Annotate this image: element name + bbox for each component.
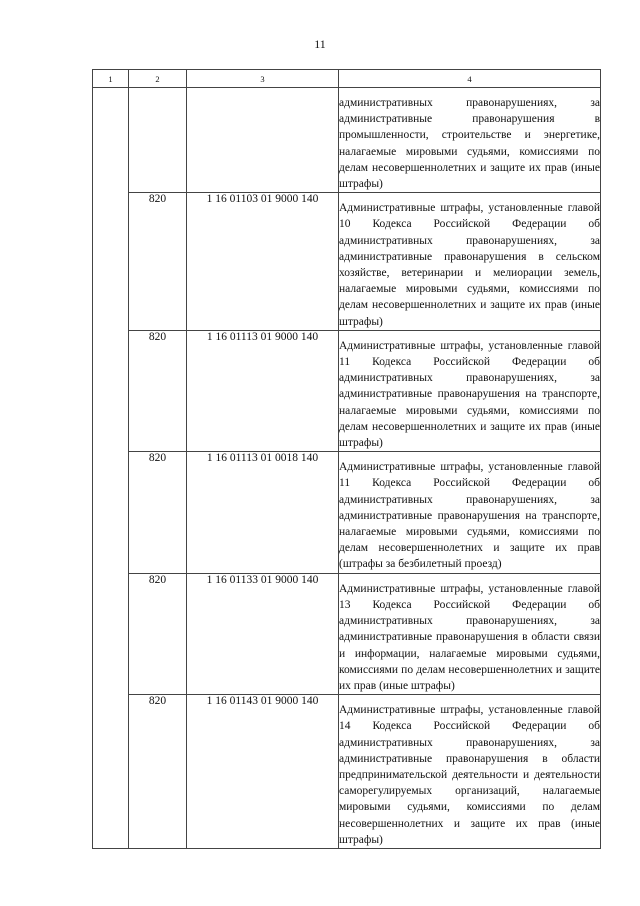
description-cell: Административные штрафы, установленные главой 14 Кодекса Российской Федерации об административных правонарушениях, за административные правонарушения в области предпринимательской деятельности и деятельности саморегулируемых организаций, налагаемые мировыми судьями, комиссиями по делам несовершеннолетних и защите их прав (иные штрафы) [339,695,601,849]
description-cell: Административные штрафы, установленные главой 13 Кодекса Российской Федерации об административных правонарушениях, за административные правонарушения в области связи и информации, налагаемые мировыми судьями, комиссиями по делам несовершеннолетних и защите их прав (иные штрафы) [339,573,601,694]
admin-code-cell: 820 [129,573,187,694]
column-number-2: 2 [129,70,187,88]
revenue-codes-table [92,69,601,849]
admin-code-cell: 820 [129,695,187,849]
revenue-code-cell: 1 16 01113 01 0018 140 [187,452,339,573]
column-number-1: 1 [93,70,129,88]
description-cell: Административные штрафы, установленные главой 11 Кодекса Российской Федерации об административных правонарушениях, за административные правонарушения на транспорте, налагаемые мировыми судьями, комиссиями по делам несовершеннолетних и защите их прав (штрафы за безбилетный проезд) [339,452,601,573]
table-row [93,330,601,451]
admin-code-cell: 820 [129,452,187,573]
table-row [93,573,601,694]
table-row [93,452,601,573]
table-row [93,695,601,849]
admin-code-cell: 820 [129,330,187,451]
revenue-code-cell: 1 16 01143 01 9000 140 [187,695,339,849]
page-number: 11 [314,37,326,51]
column-number-3: 3 [187,70,339,88]
admin-code-cell: 820 [129,193,187,331]
revenue-code-cell: 1 16 01103 01 9000 140 [187,193,339,331]
description-cell: Административные штрафы, установленные главой 11 Кодекса Российской Федерации об административных правонарушениях, за административные правонарушения на транспорте, налагаемые мировыми судьями, комиссиями по делам несовершеннолетних и защите их прав (иные штрафы) [339,330,601,451]
revenue-code-cell: 1 16 01113 01 9000 140 [187,330,339,451]
revenue-code-cell [187,88,339,193]
column-number-header-row [93,70,601,88]
table-row [93,88,601,193]
admin-code-cell [129,88,187,193]
revenue-code-cell: 1 16 01133 01 9000 140 [187,573,339,694]
description-cell: Административные штрафы, установленные главой 10 Кодекса Российской Федерации об административных правонарушениях, за административные правонарушения в сельском хозяйстве, ветеринарии и мелиорации земель, налагаемые мировыми судьями, комиссиями по делам несовершеннолетних и защите их прав (иные штрафы) [339,193,601,331]
merged-first-column-cell [93,88,129,849]
table-row [93,193,601,331]
continued-description-cell: административных правонарушениях, за административные правонарушения в промышленности, строительстве и энергетике, налагаемые мировыми судьями, комиссиями по делам несовершеннолетних и защите их прав (иные штрафы) [339,88,601,193]
column-number-4: 4 [339,70,601,88]
